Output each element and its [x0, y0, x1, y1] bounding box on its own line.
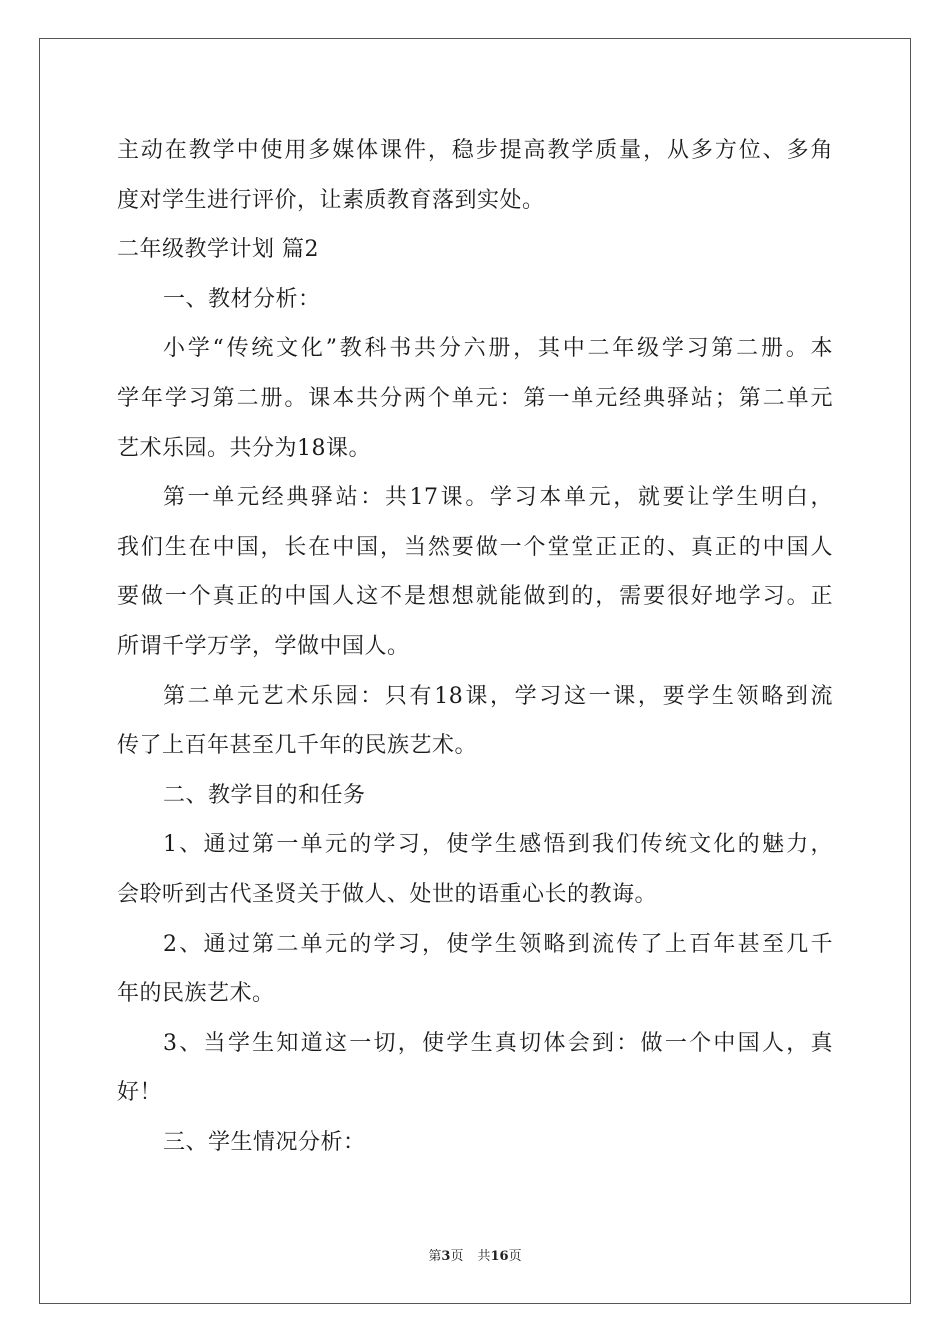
text-line: 2、通过第二单元的学习，使学生领略到流传了上百年甚至几千 — [163, 931, 833, 957]
text-line: 学年学习第二册。课本共分两个单元：第一单元经典驿站；第二单元 — [117, 385, 833, 411]
text-line: 第一单元经典驿站：共17课。学习本单元，就要让学生明白， — [163, 485, 833, 511]
subsection-heading: 一、教材分析： — [163, 286, 321, 312]
subsection-heading: 二、教学目的和任务 — [163, 782, 366, 808]
text-line: 年的民族艺术。 — [117, 981, 275, 1007]
text-line: 要做一个真正的中国人这不是想想就能做到的，需要很好地学习。正 — [117, 584, 833, 610]
text-line: 第二单元艺术乐园：只有18课，学习这一课，要学生领略到流 — [163, 683, 833, 709]
page-footer — [0, 1245, 950, 1264]
text-line: 3、当学生知道这一切，使学生真切体会到：做一个中国人，真 — [163, 1030, 833, 1056]
text-line: 好！ — [117, 1080, 163, 1106]
text-line: 我们生在中国，长在中国，当然要做一个堂堂正正的、真正的中国人 — [117, 534, 833, 560]
text-line: 艺术乐园。共分为18课。 — [117, 435, 371, 461]
text-line: 会聆听到古代圣贤关于做人、处世的语重心长的教诲。 — [117, 881, 658, 907]
document-body — [117, 126, 833, 1167]
text-line: 主动在教学中使用多媒体课件，稳步提高教学质量，从多方位、多角 — [117, 138, 833, 163]
page-label-prefix: 第 — [428, 1249, 442, 1264]
text-line: 1、通过第一单元的学习，使学生感悟到我们传统文化的魅力， — [163, 832, 833, 858]
section-heading: 二年级教学计划 篇2 — [117, 237, 319, 263]
subsection-heading: 三、学生情况分析： — [163, 1129, 366, 1155]
text-line: 所谓千学万学，学做中国人。 — [117, 633, 410, 659]
text-line: 小学“传统文化”教科书共分六册，其中二年级学习第二册。本 — [163, 336, 833, 362]
page-number: 3 — [441, 1249, 451, 1264]
total-pages: 16 — [490, 1249, 509, 1264]
total-label-unit: 页 — [508, 1249, 522, 1264]
total-label-prefix: 共 — [477, 1249, 491, 1264]
text-line: 传了上百年甚至几千年的民族艺术。 — [117, 733, 478, 759]
page-label-unit: 页 — [450, 1249, 464, 1264]
text-line: 度对学生进行评价，让素质教育落到实处。 — [117, 187, 545, 213]
